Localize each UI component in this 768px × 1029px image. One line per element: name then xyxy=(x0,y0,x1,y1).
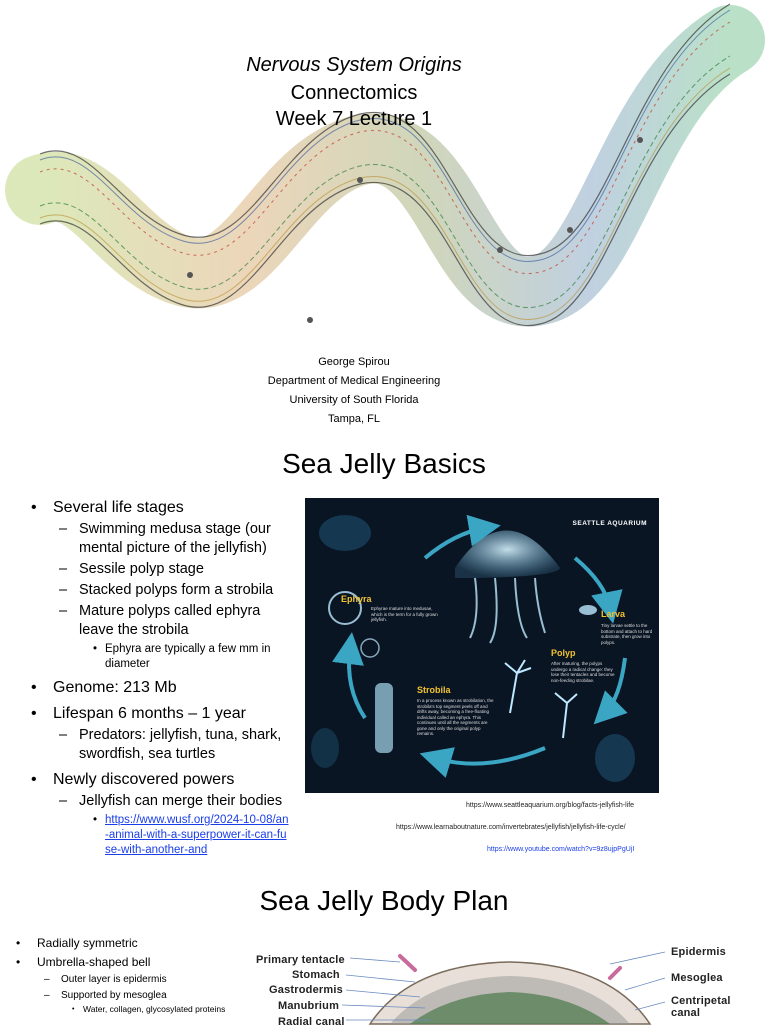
label-gastrodermis: Gastrodermis xyxy=(269,984,343,996)
label-mesoglea: Mesoglea xyxy=(671,972,723,984)
list-item: – Supported by mesoglea • Water, collagen, glycosylated proteins xyxy=(37,989,246,1015)
sea-jelly-basics-slide xyxy=(0,440,768,870)
slide-title: Sea Jelly Body Plan xyxy=(259,885,509,916)
citation-youtube: https://www.youtube.com/watch?v=9z8ujpPgUjI xyxy=(487,846,635,853)
list-item: • Water, collagen, glycosylated proteins xyxy=(61,1004,246,1015)
strobila-description: In a process known as strobilation, the strobila's top segment peels off and drifts away, becoming a free-floating individual called an ephyra. This continues until all the segments are gone and only the original polyp remains. xyxy=(417,698,494,736)
label-stomach: Stomach xyxy=(292,969,340,981)
lecture-course: Connectomics xyxy=(290,82,418,104)
lecture-topic: Nervous System Origins xyxy=(246,54,462,76)
list-item: – Jellyfish can merge their bodies • https://www.wusf.org/2024-10-08/an-animal-with-a-superpower-it-can-fuse-with-another-and xyxy=(53,792,290,843)
list-item: – Outer layer is epidermis xyxy=(37,973,246,986)
sea-jelly-body-plan-slide xyxy=(0,870,768,1028)
label-primary-tentacle: Primary tentacle xyxy=(256,954,345,966)
list-item: • Several life stages – Swimming medusa stage (our mental picture of the jellyfish) – Sessile polyp stage – Stacked polyps form a strobila – Mature polyps called ephyra leave the strobila • Ephyra are typically a few mm in diameter xyxy=(30,498,290,672)
label-epidermis: Epidermis xyxy=(671,946,726,958)
ephyra-description: Ephyrae mature into medusae, which is the term for a fully grown jellyfish. xyxy=(371,606,438,622)
author-location: Tampa, FL xyxy=(328,413,380,425)
lecture-week: Week 7 Lecture 1 xyxy=(275,108,433,130)
title-slide xyxy=(0,0,768,440)
bullet-list xyxy=(16,932,246,1015)
list-item: – Predators: jellyfish, tuna, shark, swordfish, sea turtles xyxy=(53,726,290,764)
citation-seattle-aquarium: https://www.seattleaquarium.org/blog/facts-jellyfish-life xyxy=(466,802,635,809)
wusf-article-link[interactable]: https://www.wusf.org/2024-10-08/an-animal-with-a-superpower-it-can-fuse-with-another-and xyxy=(105,814,289,856)
list-item: • Radially symmetric xyxy=(16,935,246,951)
polyp-label: Polyp xyxy=(551,648,576,658)
author-department: Department of Medical Engineering xyxy=(267,375,441,387)
bullet-list xyxy=(30,492,290,856)
citation-learnaboutnature: https://www.learnaboutnature.com/invertebrates/jellyfish/jellyfish-life-cycle/ xyxy=(396,824,626,831)
polyp-description: After maturing, the polyps undergo a radical change: they lose their tentacles and become non-feeding strobilae. xyxy=(551,661,615,683)
ephyra-label: Ephyra xyxy=(341,594,372,604)
list-item: • Genome: 213 Mb xyxy=(30,678,290,698)
author-name: George Spirou xyxy=(318,356,390,368)
list-item: • Newly discovered powers – Jellyfish can merge their bodies • https://www.wusf.org/2024-10-08/an-animal-with-a-superpower-it-can-fuse-with-another-and xyxy=(30,770,290,843)
strobila-label: Strobila xyxy=(417,685,451,695)
seattle-aquarium-logo-text: SEATTLE AQUARIUM xyxy=(572,520,647,527)
jellyfish-life-cycle-figure xyxy=(305,498,659,793)
list-item: – Mature polyps called ephyra leave the strobila • Ephyra are typically a few mm in diameter xyxy=(53,602,290,672)
author-university: University of South Florida xyxy=(289,394,419,406)
label-centripetal-canal: Centripetal canal xyxy=(671,995,731,1019)
label-radial-canal: Radial canal xyxy=(278,1016,345,1028)
list-item: • Lifespan 6 months – 1 year – Predators: jellyfish, tuna, shark, swordfish, sea turtles xyxy=(30,704,290,764)
list-item: – Sessile polyp stage xyxy=(53,560,290,579)
life-cycle-illustration xyxy=(305,498,659,793)
slide-title: Sea Jelly Basics xyxy=(282,448,486,479)
list-item: • Ephyra are typically a few mm in diameter xyxy=(79,642,290,672)
list-item xyxy=(79,813,290,858)
larva-description: Tiny larvae settle to the bottom and attach to hard substrate, then grow into polyps. xyxy=(601,623,653,645)
list-item: – Swimming medusa stage (our mental picture of the jellyfish) xyxy=(53,520,290,558)
list-item: – Stacked polyps form a strobila xyxy=(53,581,290,600)
larva-label: Larva xyxy=(601,609,626,619)
label-manubrium: Manubrium xyxy=(278,1000,340,1012)
list-item: • Umbrella-shaped bell – Outer layer is epidermis – Supported by mesoglea • Water, collagen, glycosylated proteins xyxy=(16,954,246,1015)
